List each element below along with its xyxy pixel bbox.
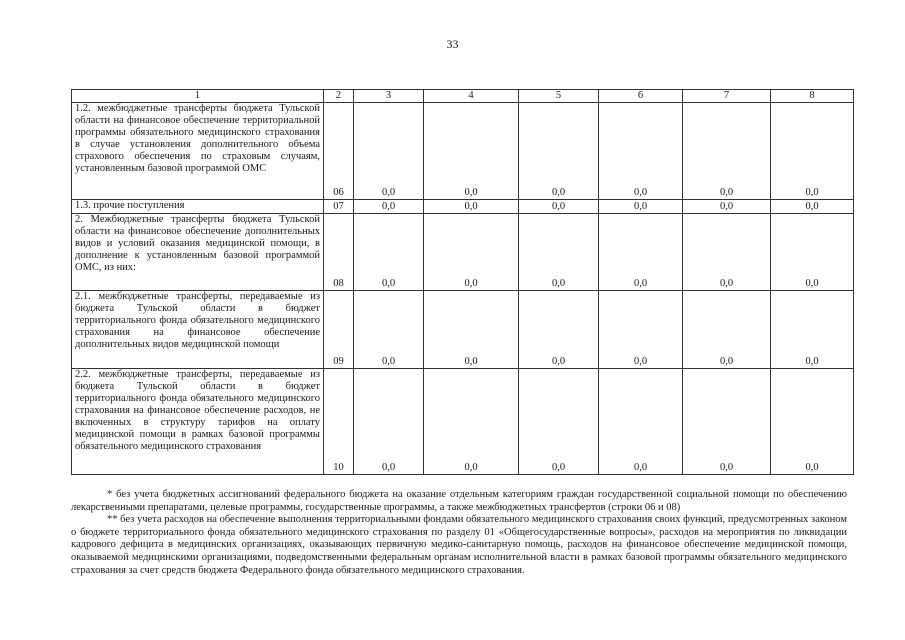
cell-value: 0,0	[354, 291, 424, 369]
table-row	[72, 200, 854, 214]
row-code: 09	[324, 291, 354, 369]
table-row	[72, 214, 854, 291]
cell-value: 0,0	[519, 291, 599, 369]
row-code: 10	[324, 369, 354, 475]
column-header: 1	[72, 90, 324, 103]
cell-value: 0,0	[354, 214, 424, 291]
column-header: 4	[424, 90, 519, 103]
footnote: ** без учета расходов на обеспечение выполнения территориальными фондами обязательного медицинского страхования своих функций, предусмотренных законом о бюджете территориального фонда обязательного медицинского страхования по разделу 01 «Общегосударственные вопросы», расходов на мероприятия по ликвидации кадрового дефицита в медицинских организациях, оказывающих первичную медико-санитарную помощь, расходов на финансовое обеспечение медицинской помощи, оказываемой медицинскими организациями, подведомственными федеральным органам исполнительной власти в рамках базовой программы обязательного медицинского страхования за счет средств бюджета Федерального фонда обязательного медицинского страхования.	[71, 514, 847, 576]
cell-value: 0,0	[683, 214, 771, 291]
row-code: 08	[324, 214, 354, 291]
cell-value: 0,0	[519, 369, 599, 475]
table-row	[72, 369, 854, 475]
column-header: 2	[324, 90, 354, 103]
row-label: 2.2. межбюджетные трансферты, передаваемые из бюджета Тульской области в бюджет территориального фонда обязательного медицинского страхования на финансовое обеспечение расходов, не включенных в структуру тарифов на оплату медицинской помощи в рамках базовой программы обязательного медицинского страхования	[72, 369, 324, 475]
cell-value: 0,0	[354, 369, 424, 475]
cell-value: 0,0	[771, 103, 854, 200]
cell-value: 0,0	[424, 291, 519, 369]
cell-value: 0,0	[354, 200, 424, 214]
row-label: 1.3. прочие поступления	[72, 200, 324, 214]
cell-value: 0,0	[683, 103, 771, 200]
cell-value: 0,0	[599, 103, 683, 200]
cell-value: 0,0	[599, 200, 683, 214]
row-code: 06	[324, 103, 354, 200]
column-header: 6	[599, 90, 683, 103]
budget-table	[71, 89, 854, 475]
page-number: 33	[446, 37, 459, 51]
cell-value: 0,0	[354, 103, 424, 200]
row-label: 1.2. межбюджетные трансферты бюджета Тульской области на финансовое обеспечение территориальной программы обязательного медицинского страхования в случае установления дополнительного объема страхового обеспечения по страховым случаям, установленным базовой программой ОМС	[72, 103, 324, 200]
cell-value: 0,0	[683, 369, 771, 475]
cell-value: 0,0	[599, 291, 683, 369]
cell-value: 0,0	[599, 214, 683, 291]
cell-value: 0,0	[599, 369, 683, 475]
cell-value: 0,0	[771, 200, 854, 214]
column-header: 5	[519, 90, 599, 103]
column-header: 3	[354, 90, 424, 103]
cell-value: 0,0	[519, 103, 599, 200]
cell-value: 0,0	[771, 291, 854, 369]
cell-value: 0,0	[424, 369, 519, 475]
table-header-row	[72, 90, 854, 103]
cell-value: 0,0	[424, 214, 519, 291]
table-row	[72, 103, 854, 200]
footnotes	[71, 489, 847, 577]
row-code: 07	[324, 200, 354, 214]
row-label: 2. Межбюджетные трансферты бюджета Тульской области на финансовое обеспечение дополнительных видов и условий оказания медицинской помощи, в дополнение к установленным базовой программой ОМС, из них:	[72, 214, 324, 291]
cell-value: 0,0	[519, 214, 599, 291]
cell-value: 0,0	[771, 369, 854, 475]
row-label: 2.1. межбюджетные трансферты, передаваемые из бюджета Тульской области в бюджет территориального фонда обязательного медицинского страхования на финансовое обеспечение дополнительных видов медицинской помощи	[72, 291, 324, 369]
cell-value: 0,0	[771, 214, 854, 291]
cell-value: 0,0	[424, 103, 519, 200]
table-row	[72, 291, 854, 369]
footnote: * без учета бюджетных ассигнований федерального бюджета на оказание отдельным категориям граждан государственной социальной помощи по обеспечению лекарственными препаратами, целевые программы, государственные программы, а также межбюджетных трансфертов (строки 06 и 08)	[71, 489, 847, 513]
cell-value: 0,0	[519, 200, 599, 214]
column-header: 7	[683, 90, 771, 103]
column-header: 8	[771, 90, 854, 103]
cell-value: 0,0	[683, 291, 771, 369]
cell-value: 0,0	[683, 200, 771, 214]
cell-value: 0,0	[424, 200, 519, 214]
